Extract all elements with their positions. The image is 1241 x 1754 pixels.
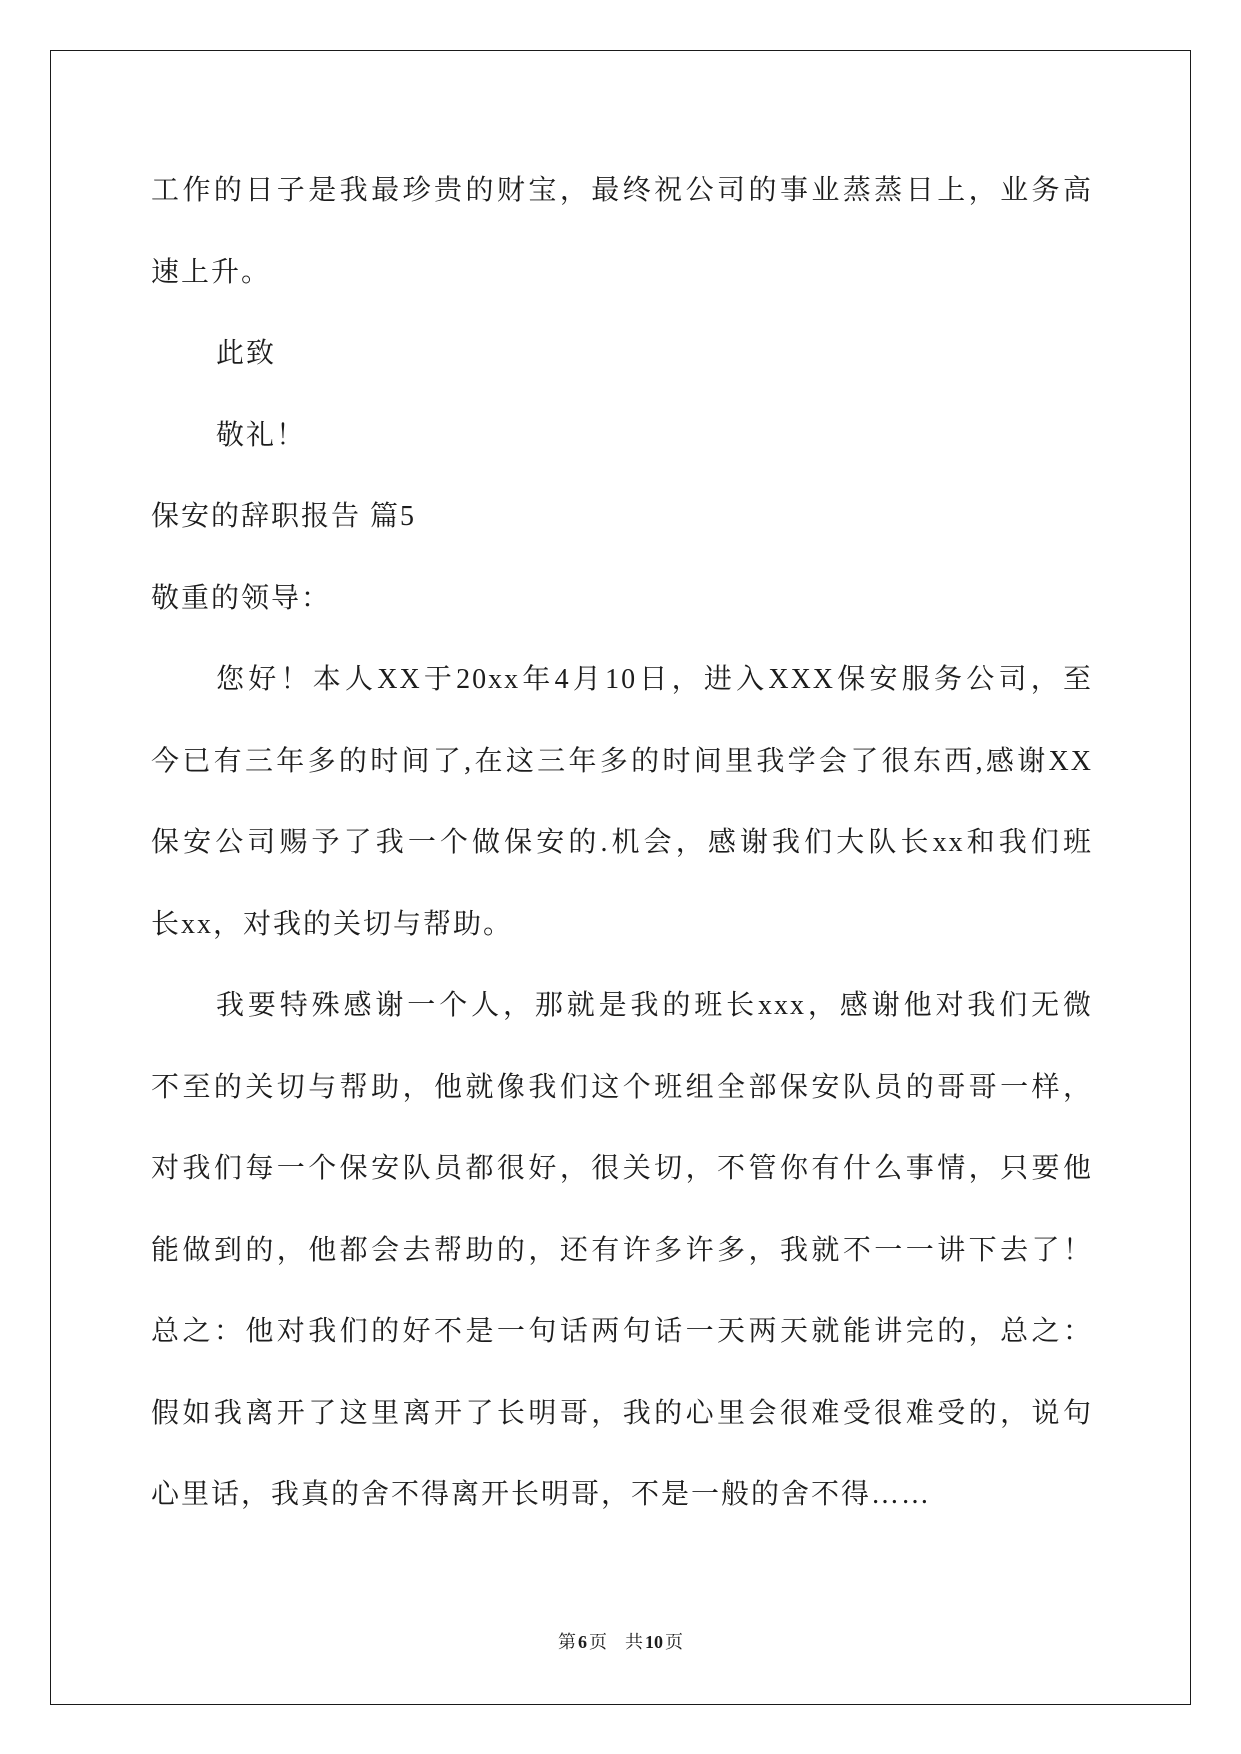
paragraph-line: 心里话，我真的舍不得离开长明哥，不是一般的舍不得…… <box>151 1479 932 1510</box>
page-prefix: 第 <box>558 1632 576 1652</box>
total-pages-group <box>625 1632 683 1652</box>
paragraph-line: 工作的日子是我最珍贵的财宝，最终祝公司的事业蒸蒸日上，业务高 <box>151 175 1093 206</box>
total-prefix: 共 <box>625 1632 643 1652</box>
page-suffix: 页 <box>589 1632 607 1652</box>
paragraph-thanks <box>151 965 1093 1536</box>
paragraph-line: 我要特殊感谢一个人，那就是我的班长xxx，感谢他对我们无微 <box>216 990 1093 1021</box>
paragraph-line: 假如我离开了这里离开了长明哥，我的心里会很难受很难受的，说句 <box>151 1397 1093 1429</box>
paragraph-line: 速上升。 <box>151 256 272 288</box>
total-pages-number: 10 <box>645 1632 663 1652</box>
current-page-number: 6 <box>578 1632 587 1652</box>
paragraph-line: 不至的关切与帮助，他就像我们这个班组全部保安队员的哥哥一样， <box>151 1071 1093 1103</box>
closing-line-jingli: 敬礼！ <box>216 419 307 451</box>
paragraph-line: 今已有三年多的时间了,在这三年多的时间里我学会了很东西,感谢XX <box>151 745 1093 777</box>
paragraph-line: 总之：他对我们的好不是一句话两句话一天两天就能讲完的，总之： <box>151 1316 1093 1347</box>
closing-line-cizhi: 此致 <box>216 338 277 369</box>
paragraph-line: 能做到的，他都会去帮助的，还有许多许多，我就不一一讲下去了！ <box>151 1234 1093 1266</box>
paragraph-line: 您好！本人XX于20xx年4月10日，进入XXX保安服务公司，至 <box>216 664 1093 695</box>
paragraph-continued <box>151 150 1093 313</box>
page-content <box>151 150 1093 1536</box>
paragraph-line: 对我们每一个保安队员都很好，很关切，不管你有什么事情，只要他 <box>151 1153 1093 1184</box>
paragraph-introduction <box>151 639 1093 965</box>
page-number-group <box>558 1632 607 1652</box>
letter-greeting: 敬重的领导： <box>151 582 332 614</box>
page-footer <box>0 1630 1241 1654</box>
paragraph-line: 保安公司赐予了我一个做保安的.机会，感谢我们大队长xx和我们班 <box>151 827 1093 858</box>
paragraph-line: 长xx，对我的关切与帮助。 <box>151 908 514 940</box>
total-suffix: 页 <box>665 1632 683 1652</box>
section-heading: 保安的辞职报告 篇5 <box>151 501 417 532</box>
